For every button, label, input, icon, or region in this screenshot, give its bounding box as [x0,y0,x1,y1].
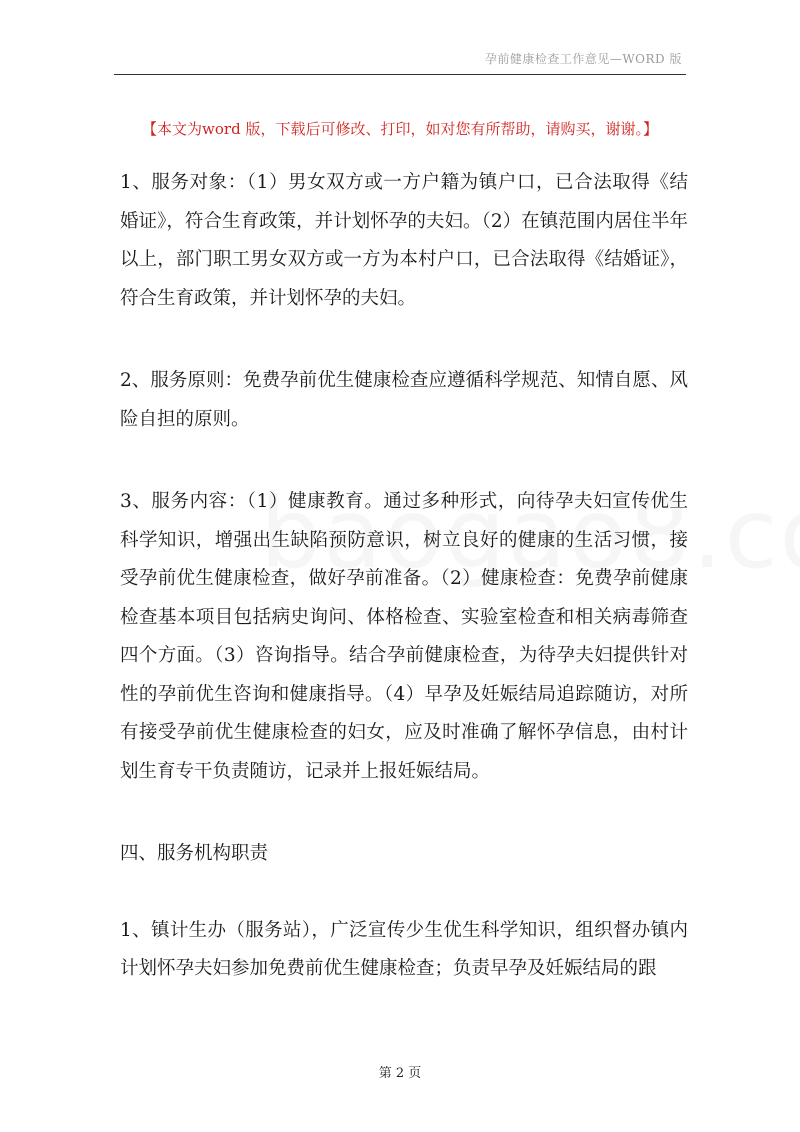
page-number: 第 2 页 [378,1066,422,1081]
paragraph-service-principle: 2、服务原则：免费孕前优生健康检查应遵循科学规范、知情自愿、风险自担的原则。 [120,370,688,430]
document-body [120,164,688,1033]
header-divider [114,74,686,75]
paragraph-service-target: 1、服务对象：（1）男女双方或一方户籍为镇户口，已合法取得《结婚证》，符合生育政策，并计划怀孕的夫妇。（2）在镇范围内居住半年以上，部门职工男女双方或一方为本村户口，已合法取得《结婚证》，符合生育政策，并计划怀孕的夫妇。 [120,172,688,309]
download-notice: 【本文为word 版，下载后可修改、打印，如对您有所帮助，请购买，谢谢。】 [142,120,658,138]
paragraph-town-office-duty: 1、镇计生办（服务站），广泛宣传少生优生科学知识，组织督办镇内计划怀孕夫妇参加免费前优生健康检查；负责早孕及妊娠结局的跟 [120,919,688,979]
section-heading-institution-duties: 四、服务机构职责 [120,843,269,864]
running-header: 孕前健康检查工作意见—WORD 版 [484,52,682,66]
paragraph-service-content: 3、服务内容：（1）健康教育。通过多种形式，向待孕夫妇宣传优生科学知识，增强出生缺陷预防意识，树立良好的健康的生活习惯，接受孕前优生健康检查，做好孕前准备。（2）健康检查：免费孕前健康检查基本项目包括病史询问、体格检查、实验室检查和相关病毒筛查四个方面。（3）咨询指导。结合孕前健康检查，为待孕夫妇提供针对性的孕前优生咨询和健康指导。（4）早孕及妊娠结局追踪随访，对所有接受孕前优生健康检查的妇女，应及时准确了解怀孕信息，由村计划生育专干负责随访，记录并上报妊娠结局。 [120,491,688,782]
